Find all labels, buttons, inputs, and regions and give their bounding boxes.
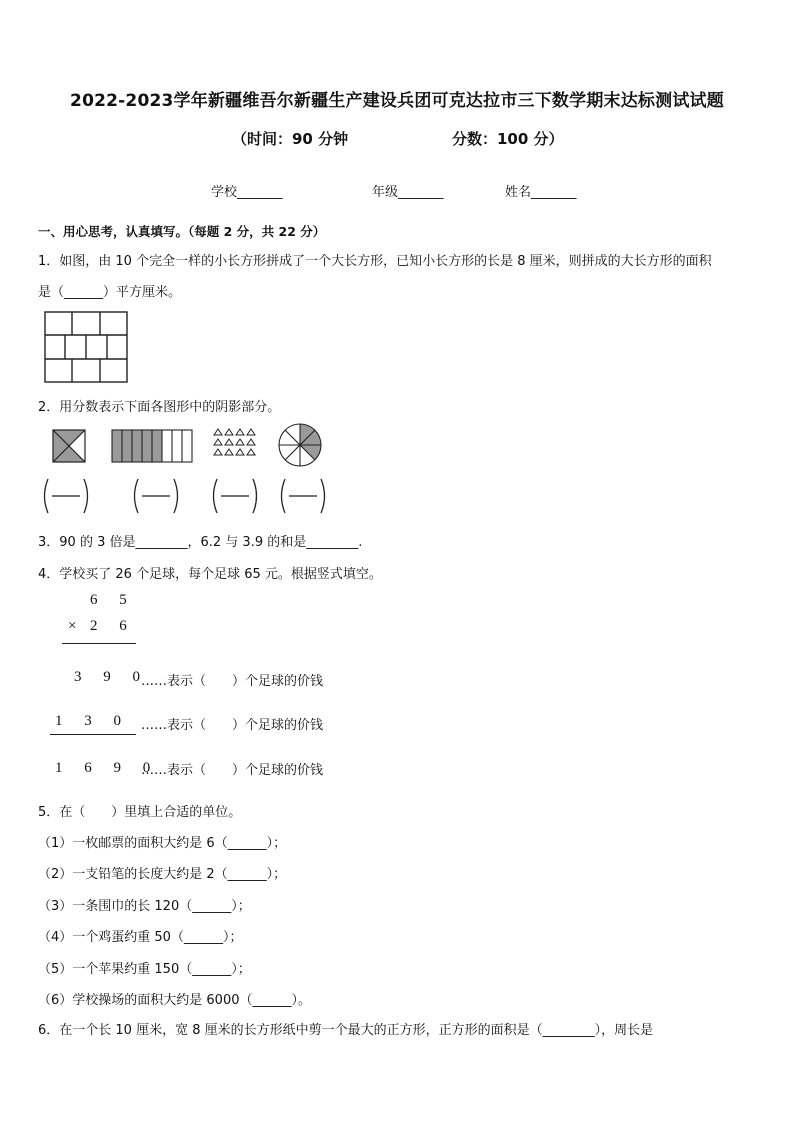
grade-field: 年级_______	[372, 185, 444, 200]
final-product: 1 6 9 0	[55, 760, 160, 776]
question-5-item-3: （3）一条围巾的长 120（______）；	[38, 899, 251, 914]
question-2: 2．用分数表示下面各图形中的阴影部分。	[38, 400, 281, 415]
triangles-figure	[214, 429, 254, 457]
question-5-item-5: （5）一个苹果约重 150（______）；	[38, 962, 251, 977]
question-5-item-2: （2）一支铅笔的长度大约是 2（______）；	[38, 867, 287, 882]
partial-product-2: 1 3 0	[55, 713, 130, 729]
section-heading: 一、用心思考，认真填写。（每题 2 分，共 22 分）	[38, 224, 326, 239]
name-field: 姓名_______	[505, 185, 577, 200]
question-5: 5．在（ ）里填上合适的单位。	[38, 805, 242, 820]
shaded-strips-figure	[111, 429, 193, 463]
question-6: 6．在一个长 10 厘米，宽 8 厘米的长方形纸中剪一个最大的正方形，正方形的面积是（________），周长是	[38, 1023, 654, 1038]
multiplicand: 6 5	[90, 592, 136, 608]
page-title: 2022-2023学年新疆维吾尔新疆生产建设兵团可克达拉市三下数学期末达标测试试题	[70, 91, 724, 111]
question-5-item-4: （4）一个鸡蛋约重 50（______）；	[38, 930, 243, 945]
question-5-item-1: （1）一枚邮票的面积大约是 6（______）；	[38, 836, 287, 851]
exam-time: （时间：90 分钟	[232, 130, 349, 148]
fraction-blank-3[interactable]	[209, 476, 261, 516]
fraction-blank-4[interactable]	[277, 476, 329, 516]
question-4: 4．学校买了 26 个足球，每个足球 65 元。根据竖式填空。	[38, 567, 382, 582]
partial-2-note: ……表示（ ）个足球的价钱	[141, 718, 324, 733]
multiplier: 2 6	[90, 618, 136, 634]
calc-divider-2	[50, 734, 136, 735]
question-1-line-2: 是（______）平方厘米。	[38, 285, 182, 300]
question-1-line-1: 1．如图，由 10 个完全一样的小长方形拼成了一个大长方形，已知小长方形的长是 8 厘米，则拼成的大长方形的面积	[38, 254, 712, 269]
partial-1-note: ……表示（ ）个足球的价钱	[141, 674, 324, 689]
shaded-circle-figure	[278, 423, 322, 467]
question-5-item-6: （6）学校操场的面积大约是 6000（______）。	[38, 993, 311, 1008]
school-field: 学校_______	[211, 185, 283, 200]
partial-product-1: 3 9 0	[74, 669, 149, 685]
question-3: 3．90 的 3 倍是________，6.2 与 3.9 的和是________.	[38, 535, 363, 550]
product-note: ……表示（ ）个足球的价钱	[141, 763, 324, 778]
shaded-square-figure	[52, 429, 86, 463]
brick-rectangle-figure	[44, 311, 128, 383]
calc-divider-1	[62, 643, 136, 644]
times-sign: ×	[68, 618, 77, 634]
exam-score: 分数：100 分）	[452, 130, 564, 148]
fraction-blank-1[interactable]	[40, 476, 92, 516]
fraction-blank-2[interactable]	[130, 476, 182, 516]
